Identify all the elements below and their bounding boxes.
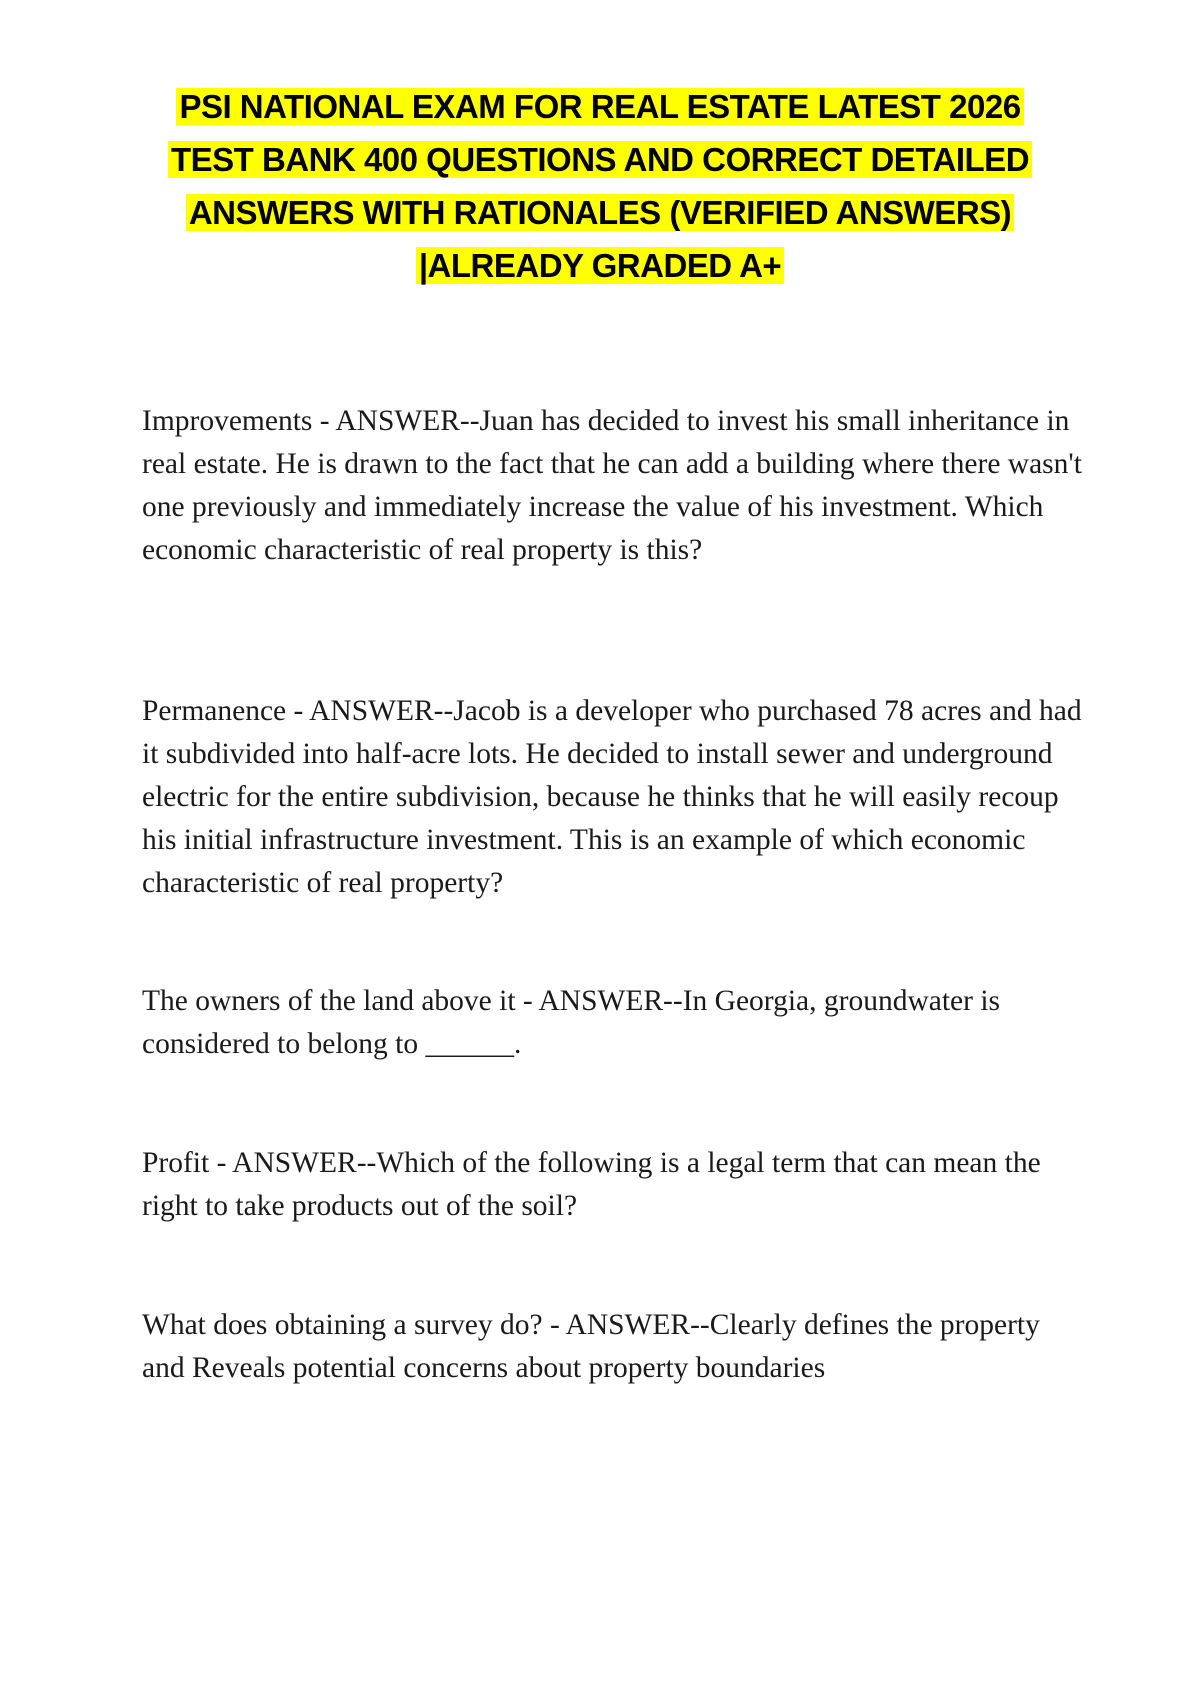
title-line-3 xyxy=(90,186,1110,239)
title-highlight-3: ANSWERS WITH RATIONALES (VERIFIED ANSWERS) xyxy=(186,194,1014,231)
title-line-2 xyxy=(90,133,1110,186)
qa-entry-survey: What does obtaining a survey do? - ANSWER--Clearly defines the property and Reveals potential concerns about property boundaries xyxy=(142,1309,1040,1384)
title-highlight-1: PSI NATIONAL EXAM FOR REAL ESTATE LATEST 2026 xyxy=(176,88,1023,125)
qa-entry-improvements: Improvements - ANSWER--Juan has decided to invest his small inheritance in real estate. He is drawn to the fact that he can add a building where there wasn't one previously and immediately increase the value of his investment. Which economic characteristic of real property is this? xyxy=(142,405,1082,566)
qa-entry-profit: Profit - ANSWER--Which of the following is a legal term that can mean the right to take products out of the soil? xyxy=(142,1147,1041,1222)
title-line-1 xyxy=(90,80,1110,133)
qa-entry-groundwater: The owners of the land above it - ANSWER--In Georgia, groundwater is considered to belong to ______. xyxy=(142,985,1001,1060)
qa-entry-permanence: Permanence - ANSWER--Jacob is a developer who purchased 78 acres and had it subdivided into half-acre lots. He decided to install sewer and underground electric for the entire subdivision, because he thinks that he will easily recoup his initial infrastructure investment. This is an example of which economic characteristic of real property? xyxy=(142,695,1082,899)
title-highlight-2: TEST BANK 400 QUESTIONS AND CORRECT DETAILED xyxy=(168,141,1032,178)
title-line-4 xyxy=(90,239,1110,292)
document-title xyxy=(90,80,1110,292)
title-highlight-4: |ALREADY GRADED A+ xyxy=(416,247,784,284)
